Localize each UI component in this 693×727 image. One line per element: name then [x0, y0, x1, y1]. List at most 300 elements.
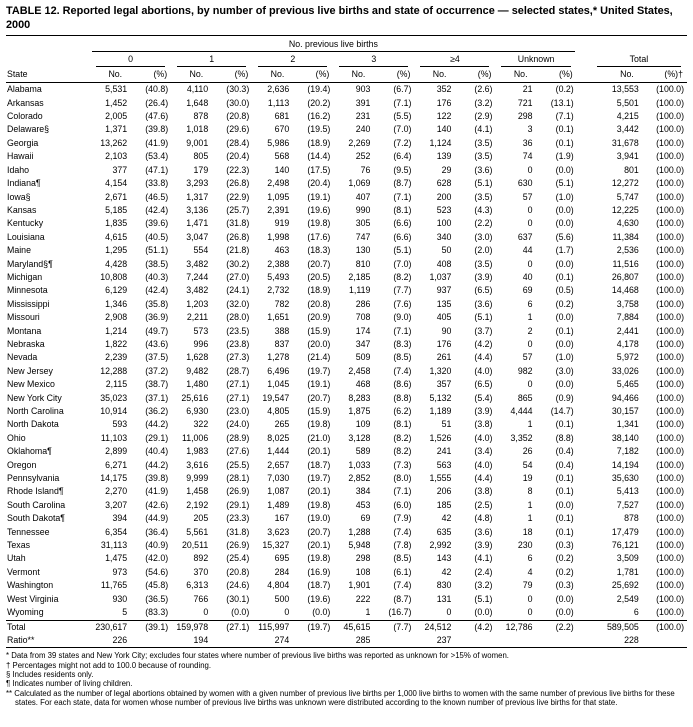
value-cell: 7,244	[186, 271, 209, 282]
value-cell	[541, 634, 577, 648]
value-cell: 274	[274, 634, 290, 645]
value-cell: (8.7)	[393, 178, 412, 189]
value-cell: (19.1)	[307, 191, 331, 202]
table-row	[6, 405, 687, 418]
value-cell: 94,466	[611, 392, 639, 403]
value-cell: 5,413	[616, 486, 639, 497]
value-cell: 6,930	[186, 406, 209, 416]
value-cell: 19	[522, 473, 533, 484]
value-cell	[647, 634, 687, 648]
value-cell: (0.0)	[312, 607, 331, 618]
value-cell: (6.4)	[393, 151, 412, 162]
value-cell: (27.1)	[226, 392, 250, 403]
value-cell: 1	[527, 499, 533, 510]
value-cell: (24.1)	[226, 285, 250, 296]
state-name: Ratio**	[7, 634, 35, 645]
state-name: Mississippi	[7, 298, 50, 309]
value-cell: (18.3)	[307, 245, 331, 256]
value-cell: 2,185	[348, 271, 371, 282]
total-header-space	[591, 36, 687, 53]
table-row	[6, 177, 687, 190]
value-cell: (0.0)	[555, 164, 574, 175]
table-row	[6, 271, 687, 284]
value-cell: (19.8)	[307, 419, 331, 430]
value-cell: (4.0)	[474, 365, 493, 376]
value-cell: (8.3)	[393, 338, 412, 349]
value-cell: (30.2)	[226, 258, 250, 269]
column-spacer	[577, 298, 591, 311]
value-cell: (100.0)	[656, 459, 684, 470]
value-cell: 1,875	[348, 406, 371, 416]
value-cell: (28.4)	[226, 137, 250, 148]
value-cell: 0	[446, 607, 452, 618]
value-cell: (20.7)	[307, 526, 331, 537]
value-cell: 35,023	[100, 392, 128, 403]
table-row	[6, 338, 687, 351]
value-cell: 139	[436, 151, 452, 162]
value-cell: 1,095	[267, 191, 290, 202]
corner-cell	[6, 52, 90, 67]
value-cell: (3.8)	[474, 486, 493, 497]
value-cell: 0	[527, 338, 533, 349]
value-cell: (7.1)	[393, 325, 412, 336]
column-group	[414, 52, 495, 67]
value-cell: 11,384	[612, 231, 639, 242]
value-cell: 57	[522, 191, 533, 202]
value-cell: 179	[193, 164, 209, 175]
value-cell: 453	[355, 499, 371, 510]
value-cell: (15.9)	[307, 406, 331, 416]
value-cell: (32.0)	[226, 298, 250, 309]
value-cell: 12,272	[611, 178, 639, 189]
value-cell: 6	[527, 553, 533, 564]
value-cell: 2	[527, 325, 533, 336]
value-cell: 5,465	[616, 379, 639, 390]
value-cell: (28.9)	[226, 432, 250, 443]
value-cell: (37.1)	[145, 392, 169, 403]
value-cell: (22.9)	[226, 191, 250, 202]
table-row	[6, 552, 687, 565]
value-cell: 159,978	[171, 620, 216, 634]
value-cell: (0.0)	[555, 312, 574, 323]
column-spacer	[577, 392, 591, 405]
value-cell: 747	[355, 231, 371, 242]
value-cell: 298	[517, 111, 533, 122]
value-cell: (39.1)	[135, 620, 171, 634]
value-cell: (5.4)	[474, 392, 493, 403]
value-cell: (28.0)	[226, 312, 250, 323]
footnote-text: Indicates number of living children.	[10, 679, 133, 689]
value-cell: (42.4)	[145, 285, 169, 296]
footnote	[6, 670, 687, 679]
value-cell: 5,501	[616, 97, 639, 108]
value-cell: 2,388	[267, 258, 290, 269]
value-cell: 1,822	[105, 338, 128, 349]
value-cell: 7,527	[616, 499, 639, 510]
subheader-row	[6, 67, 687, 83]
value-cell: 982	[517, 365, 533, 376]
table-row	[6, 164, 687, 177]
column-spacer	[577, 231, 591, 244]
value-cell: 878	[624, 513, 639, 524]
column-group-label: Unknown	[501, 53, 570, 67]
value-cell: 6,354	[105, 526, 128, 537]
value-cell: 76	[360, 164, 371, 175]
value-cell: (14.4)	[307, 151, 331, 162]
value-cell: (0.1)	[555, 137, 574, 148]
value-cell: 9,482	[186, 365, 209, 376]
footnote	[6, 679, 687, 688]
table-row	[6, 459, 687, 472]
value-cell: 4,154	[105, 178, 128, 189]
value-cell: (6.0)	[393, 499, 412, 510]
value-cell: 3,442	[616, 124, 639, 135]
state-name: Total	[6, 620, 90, 634]
column-group	[591, 52, 687, 67]
value-cell: (4.4)	[474, 473, 493, 484]
value-cell: (19.8)	[307, 218, 331, 229]
column-spacer	[577, 418, 591, 431]
state-name: Iowa§	[7, 191, 31, 202]
value-cell: 1,033	[348, 459, 371, 470]
value-cell: 1,648	[186, 97, 209, 108]
value-cell: 5,185	[105, 204, 128, 215]
value-cell: (3.8)	[474, 419, 493, 430]
state-name: Utah	[7, 553, 26, 564]
value-cell: 3,293	[186, 178, 209, 189]
value-cell: 261	[436, 352, 452, 363]
value-cell: (0.1)	[555, 526, 574, 537]
pct-subheader: (%)	[459, 67, 495, 83]
column-group-label: 0	[96, 53, 165, 67]
value-cell: (100.0)	[656, 499, 684, 510]
value-cell: (19.4)	[307, 84, 331, 95]
column-spacer	[577, 36, 591, 53]
value-cell: 1,489	[267, 499, 290, 510]
value-cell: 500	[274, 593, 290, 604]
value-cell: (19.6)	[307, 593, 331, 604]
value-cell: 252	[355, 151, 371, 162]
value-cell: (42.0)	[145, 553, 169, 564]
value-cell: 30,157	[611, 406, 639, 416]
value-cell: 1,317	[186, 191, 209, 202]
value-cell: 1,475	[105, 553, 128, 564]
state-name: Indiana¶	[7, 178, 41, 189]
value-cell: (100.0)	[656, 486, 684, 497]
state-name: South Dakota¶	[7, 513, 66, 524]
column-group-label: 1	[177, 53, 246, 67]
value-cell: (39.6)	[145, 218, 169, 229]
value-cell: (100.0)	[647, 620, 687, 634]
value-cell: (20.7)	[307, 258, 331, 269]
value-cell: (2.2)	[474, 218, 493, 229]
column-group	[252, 52, 333, 67]
footnote	[6, 689, 687, 708]
value-cell: 8,025	[267, 432, 290, 443]
value-cell: 3,207	[105, 499, 128, 510]
value-cell: (18.9)	[307, 285, 331, 296]
value-cell: (31.8)	[226, 526, 250, 537]
column-group	[495, 52, 576, 67]
value-cell: 1,452	[105, 97, 128, 108]
value-cell: 8	[527, 486, 533, 497]
value-cell: 4,428	[105, 258, 128, 269]
value-cell: (25.4)	[226, 553, 250, 564]
value-cell: (7.3)	[393, 459, 412, 470]
value-cell: (0.1)	[555, 419, 574, 430]
value-cell: 240	[355, 124, 371, 135]
value-cell: 1,781	[616, 566, 639, 577]
value-cell: (42.6)	[145, 499, 169, 510]
table-body	[6, 83, 687, 648]
value-cell: (100.0)	[656, 204, 684, 215]
value-cell: 1,203	[186, 298, 209, 309]
state-name: Colorado	[7, 111, 43, 122]
value-cell: (28.7)	[226, 365, 250, 376]
value-cell: 1,526	[429, 432, 452, 443]
value-cell: 50	[441, 245, 452, 256]
value-cell: 1,983	[186, 446, 209, 457]
value-cell: (19.8)	[307, 499, 331, 510]
value-cell: (29.1)	[226, 499, 250, 510]
value-cell: (43.6)	[145, 338, 169, 349]
footnote-symbol: †	[6, 660, 11, 670]
value-cell: (46.5)	[145, 191, 169, 202]
value-cell: 194	[193, 634, 209, 645]
value-cell: (29.6)	[226, 124, 250, 135]
value-cell: (23.3)	[226, 513, 250, 524]
value-cell: 593	[112, 419, 128, 430]
column-spacer	[577, 150, 591, 163]
value-cell: 347	[355, 338, 371, 349]
value-cell: (5.1)	[393, 245, 412, 256]
value-cell: (3.2)	[474, 580, 493, 591]
value-cell: 892	[193, 553, 209, 564]
value-cell: 630	[517, 178, 533, 189]
value-cell: (100.0)	[656, 513, 684, 524]
column-spacer	[577, 311, 591, 324]
state-name: Montana	[7, 325, 42, 336]
value-cell: (100.0)	[656, 258, 684, 269]
value-cell: (3.0)	[555, 365, 574, 376]
value-cell: 135	[436, 298, 452, 309]
value-cell: 782	[274, 298, 290, 309]
value-cell: (39.8)	[145, 124, 169, 135]
value-cell: (100.0)	[656, 325, 684, 336]
value-cell: 4,804	[267, 580, 290, 591]
table-row	[6, 485, 687, 498]
value-cell: 394	[112, 513, 128, 524]
value-cell: (37.2)	[145, 365, 169, 376]
value-cell: (21.8)	[226, 245, 250, 256]
value-cell: (4.1)	[474, 553, 493, 564]
value-cell: (7.0)	[393, 258, 412, 269]
value-cell: (0.2)	[555, 298, 574, 309]
column-spacer	[577, 110, 591, 123]
value-cell: (23.8)	[226, 338, 250, 349]
value-cell: (6.7)	[393, 84, 412, 95]
value-cell: (27.1)	[216, 620, 252, 634]
state-name: Maine	[7, 245, 31, 256]
column-spacer	[577, 204, 591, 217]
value-cell: (0.1)	[555, 486, 574, 497]
table-row	[6, 512, 687, 525]
value-cell: 185	[436, 499, 452, 510]
value-cell: (5.1)	[474, 312, 493, 323]
value-cell: (100.0)	[656, 124, 684, 135]
value-cell: (4.1)	[474, 124, 493, 135]
footnote-symbol: **	[6, 688, 13, 698]
state-name: Rhode Island¶	[7, 486, 64, 497]
value-cell: (3.9)	[474, 406, 493, 416]
value-cell: 1,124	[429, 137, 452, 148]
value-cell: (6.1)	[393, 566, 412, 577]
footnotes	[6, 651, 687, 707]
value-cell: 340	[436, 231, 452, 242]
value-cell: 11,516	[612, 258, 639, 269]
value-cell: (20.1)	[307, 540, 331, 551]
value-cell: 284	[274, 566, 290, 577]
value-cell: 0	[527, 218, 533, 229]
value-cell: (20.4)	[307, 178, 331, 189]
value-cell: (3.6)	[474, 298, 493, 309]
value-cell: (8.5)	[393, 352, 412, 363]
value-cell	[216, 634, 252, 648]
value-cell: (3.5)	[474, 191, 493, 202]
value-cell: (25.5)	[226, 459, 250, 470]
column-spacer	[577, 445, 591, 458]
value-cell: 5,747	[616, 191, 639, 202]
column-group-label: Total	[597, 53, 681, 67]
state-name: Michigan	[7, 271, 43, 282]
value-cell: 6,271	[105, 459, 128, 470]
value-cell: 45,615	[333, 620, 378, 634]
value-cell: (6.5)	[474, 285, 493, 296]
state-name: North Carolina	[7, 406, 64, 416]
value-cell: 2,211	[186, 312, 209, 323]
value-cell: (7.8)	[393, 540, 412, 551]
value-cell: (5.1)	[474, 593, 493, 604]
state-name: Pennsylvania	[7, 473, 60, 484]
value-cell: 810	[355, 258, 371, 269]
value-cell: 468	[355, 379, 371, 390]
value-cell: 205	[193, 513, 209, 524]
column-spacer	[577, 191, 591, 204]
state-name: Georgia	[7, 137, 39, 148]
value-cell: 6,313	[186, 580, 209, 591]
state-name: Nebraska	[7, 338, 45, 349]
value-cell: (100.0)	[656, 446, 684, 457]
pct-subheader: (%)†	[647, 67, 687, 83]
value-cell: (0.1)	[555, 271, 574, 282]
column-spacer	[577, 593, 591, 606]
footnote-symbol: *	[6, 651, 10, 661]
value-cell: (42.4)	[145, 204, 169, 215]
value-cell: (36.9)	[145, 312, 169, 323]
value-cell: (9.0)	[393, 312, 412, 323]
value-cell: (40.4)	[145, 446, 169, 457]
value-cell: (20.8)	[226, 111, 250, 122]
value-cell: 25,616	[181, 392, 209, 403]
value-cell: (16.9)	[307, 566, 331, 577]
table-row	[6, 566, 687, 579]
value-cell: 298	[355, 553, 371, 564]
value-cell: 4,630	[616, 218, 639, 229]
column-spacer	[577, 552, 591, 565]
group-label-row	[6, 52, 687, 67]
value-cell: 38,140	[611, 432, 639, 443]
value-cell: 3,758	[616, 298, 639, 309]
value-cell: 19,547	[262, 392, 290, 403]
value-cell: 6,129	[105, 285, 128, 296]
value-cell: 384	[355, 486, 371, 497]
value-cell: (36.4)	[145, 526, 169, 537]
table-row	[6, 351, 687, 364]
value-cell: 0	[527, 258, 533, 269]
value-cell: (40.8)	[145, 84, 169, 95]
table-row	[6, 606, 687, 620]
column-spacer	[577, 83, 591, 97]
value-cell: (44.9)	[145, 513, 169, 524]
state-name: New Jersey	[7, 365, 53, 376]
state-name: Texas	[7, 540, 30, 551]
value-cell: 17,479	[611, 526, 639, 537]
value-cell: 3,482	[186, 258, 209, 269]
value-cell: (7.9)	[393, 513, 412, 524]
value-cell: (26.9)	[226, 486, 250, 497]
value-cell: 1,214	[105, 325, 128, 336]
value-cell: 2,391	[267, 204, 290, 215]
previous-live-births-span-header	[90, 36, 577, 53]
value-cell: (25.7)	[226, 204, 250, 215]
value-cell: (0.1)	[555, 513, 574, 524]
value-cell: 408	[436, 258, 452, 269]
value-cell: (51.1)	[145, 245, 169, 256]
value-cell: (19.1)	[307, 379, 331, 390]
value-cell: 4,110	[186, 84, 209, 95]
no-subheader: No.	[333, 67, 378, 83]
value-cell: 388	[274, 325, 290, 336]
column-spacer	[577, 405, 591, 418]
table-row	[6, 191, 687, 204]
footnote-text: Includes residents only.	[10, 669, 94, 679]
value-cell: (1.9)	[555, 151, 574, 162]
value-cell: 721	[517, 97, 533, 108]
table-row	[6, 217, 687, 230]
value-cell: 2,458	[348, 365, 371, 376]
value-cell: 0	[527, 593, 533, 604]
value-cell: (19.7)	[297, 620, 333, 634]
table-row	[6, 579, 687, 592]
value-cell: 109	[355, 419, 371, 430]
value-cell: 7,884	[616, 312, 639, 323]
value-cell: (100.0)	[656, 580, 684, 591]
value-cell: 1,471	[186, 218, 209, 229]
value-cell: 76,121	[611, 540, 639, 551]
value-cell: 405	[436, 312, 452, 323]
value-cell: (8.6)	[393, 379, 412, 390]
value-cell: 3,352	[510, 432, 533, 443]
value-cell: 1,087	[267, 486, 290, 497]
value-cell: 1,651	[267, 312, 290, 323]
column-spacer	[577, 459, 591, 472]
value-cell: 919	[274, 218, 290, 229]
value-cell: (100.0)	[656, 178, 684, 189]
value-cell: (19.6)	[307, 204, 331, 215]
value-cell: 13,553	[611, 84, 639, 95]
state-name: New Mexico	[7, 379, 55, 390]
column-spacer	[577, 244, 591, 257]
